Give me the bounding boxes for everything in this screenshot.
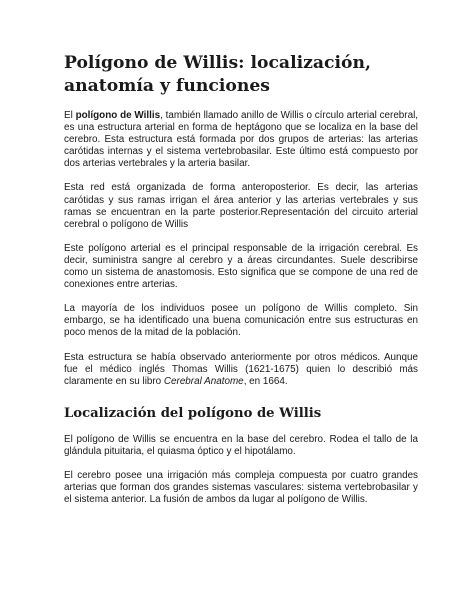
paragraph-population: La mayoría de los individuos posee un polígono de Willis completo. Sin embargo, se ha identificado una buena comunicación entre sus estructuras en poco menos de la mitad de la población. [64, 303, 418, 339]
section-heading: Localización del polígono de Willis [64, 405, 322, 421]
book-title: Cerebral Anatome [163, 375, 244, 387]
intro-paragraph [64, 110, 418, 170]
paragraph-history [64, 352, 418, 388]
intro-lead: El [64, 110, 76, 121]
paragraph-organization: Esta red está organizada de forma anteroposterior. Es decir, las arterias carótidas y sus ramas irrigan el área anterior y las arterias vertebrales y sus ramas se encuentran en la parte posterior.Representación del circuito arterial cerebral o polígono de Willis [64, 182, 418, 230]
paragraph-function: Este polígono arterial es el principal responsable de la irrigación cerebral. Es decir, suministra sangre al cerebro y a áreas circundantes. Suele describirse como un sistema de anastomosis. Esto significa que se compone de una red de conexiones entre arterias. [64, 242, 418, 291]
document-title: Polígono de Willis: localización, anatomía y funciones [64, 53, 371, 96]
paragraph-location: El polígono de Willis se encuentra en la base del cerebro. Rodea el tallo de la glándula pituitaria, el quiasma óptico y el hipotálamo. [64, 433, 418, 457]
intro-rest: , también llamado anillo de Willis o círculo arterial cerebral, es una estructura arterial en forma de heptágono que se localiza en la base del cerebro. Esta estructura está formada por dos grupos de arterias: las arterias carótidas internas y el sistema vertebrobasilar. Este último está compuesto por dos arterias vertebrales y la arteria basilar. [64, 110, 419, 170]
history-rest: , en 1664. [243, 375, 288, 387]
intro-bold-term: polígono de Willis [75, 110, 161, 121]
paragraph-irrigation: El cerebro posee una irrigación más compleja compuesta por cuatro grandes arterias que forman dos grandes sistemas vasculares: sistema vertebrobasilar y el sistema anterior. La fusión de ambos da lugar al polígono de Willis. [64, 469, 418, 506]
history-lead: Esta estructura se había observado anteriormente por otros médicos. Aunque fue el médico inglés Thomas Willis (1621-1675) quien lo describió más claramente en su libro [64, 351, 418, 387]
